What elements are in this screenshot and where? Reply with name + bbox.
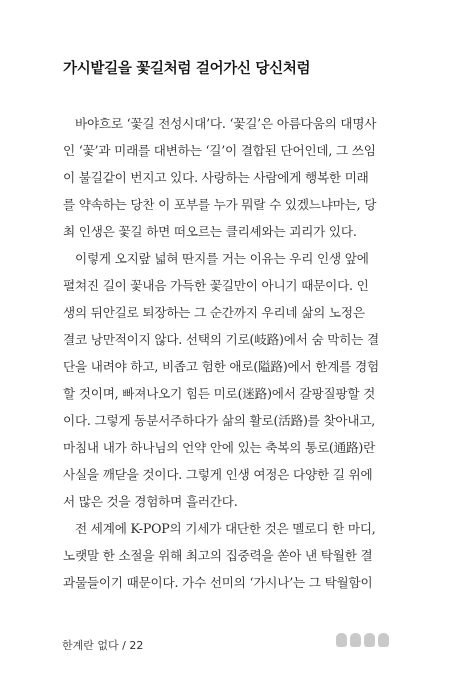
text-line: 할 것이며, 빠져나오기 힘든 미로(迷路)에서 갈팡질팡할 것 (63, 386, 376, 401)
text-line: 서 많은 것을 경험하며 흘러간다. (63, 494, 238, 509)
text-line: 바야흐로 ‘꽃길 전성시대’다. ‘꽃길’은 아름다움의 대명사 (75, 116, 377, 131)
ornament-shape (378, 633, 389, 647)
text-line: 이 불길같이 번지고 있다. 사랑하는 사람에게 행복한 미래 (63, 170, 369, 185)
text-line: 마침내 내가 하나님의 언약 안에 있는 축복의 통로(通路)란 (63, 440, 376, 455)
text-line: 과물들이기 때문이다. 가수 선미의 ‘가시나’는 그 탁월함이 (63, 575, 373, 590)
text-line: 펼쳐진 길이 꽃내음 가득한 꽃길만이 아니기 때문이다. 인 (63, 278, 369, 293)
text-line: 단을 내려야 하고, 비좁고 험한 애로(隘路)에서 한계를 경험 (63, 359, 379, 374)
ornament-shape (364, 633, 375, 647)
text-line: 이렇게 오지랖 넓혀 딴지를 거는 이유는 우리 인생 앞에 (75, 251, 369, 266)
text-line: 전 세계에 K-POP의 기세가 대단한 것은 멜로디 한 마디, (75, 521, 376, 536)
text-line: 를 약속하는 당찬 이 포부를 누가 뭐랄 수 있겠느냐마는, 당 (63, 197, 377, 212)
ornament-shape (336, 633, 347, 647)
decorative-ornament (336, 633, 389, 647)
text-line: 인 ‘꽃’과 미래를 대변하는 ‘길’이 결합된 단어인데, 그 쓰임 (63, 143, 376, 158)
ornament-shape (350, 633, 361, 647)
page-footer: 한계란 없다 / 22 (62, 639, 144, 652)
text-line: 이다. 그렇게 동분서주하다가 삶의 활로(活路)를 찾아내고, (63, 413, 376, 428)
text-line: 결코 낭만적이지 않다. 선택의 기로(岐路)에서 숨 막히는 결 (63, 332, 379, 347)
text-line: 노랫말 한 소절을 위해 최고의 집중력을 쏟아 낸 탁월한 결 (63, 548, 373, 563)
text-line: 최 인생은 꽃길 하면 떠오르는 클리셰와는 괴리가 있다. (63, 224, 357, 239)
chapter-heading: 가시밭길을 꽃길처럼 걸어가신 당신처럼 (63, 61, 311, 77)
text-line: 생의 뒤안길로 퇴장하는 그 순간까지 우리네 삶의 노정은 (63, 305, 365, 320)
text-line: 사실을 깨닫을 것이다. 그렇게 인생 여정은 다양한 길 위에 (63, 467, 373, 482)
body-text (63, 110, 403, 596)
